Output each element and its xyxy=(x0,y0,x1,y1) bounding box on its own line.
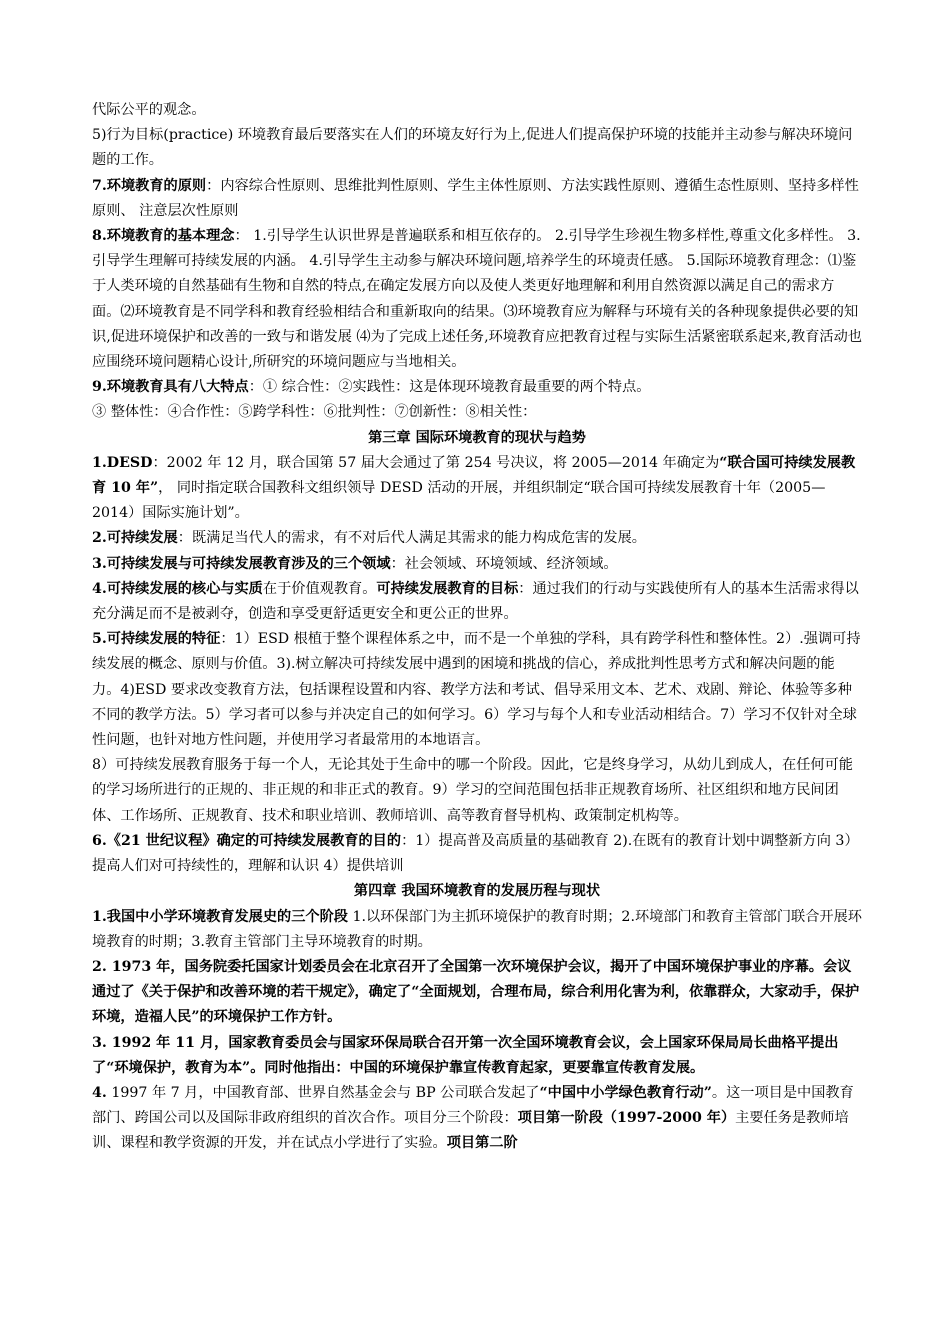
chapter-heading xyxy=(92,426,862,451)
paragraph xyxy=(92,552,862,577)
bold-text-run: 5.可持续发展的特征 xyxy=(92,631,221,648)
text-run: 1.以环保部门为主抓环境保护的教育时期；2.环境部门和教育主管部门联合开展环境教育的时期；3.教育主管部门主导环境教育的时期。 xyxy=(92,908,862,950)
paragraph xyxy=(92,753,862,829)
document-body xyxy=(92,98,862,1157)
bold-text-run: 项目第二阶 xyxy=(446,1135,518,1152)
text-run: 主要任务是教师培训、课程和教学资源的开发，并在试点小学进行了实验。 xyxy=(92,1110,849,1152)
bold-text-run: 4. xyxy=(92,1084,107,1101)
text-run: ：2002 年 12 月，联合国第 57 届大会通过了第 254 号决议，将 2005—2014 年确定为 xyxy=(152,454,720,471)
paragraph xyxy=(92,905,862,955)
bold-text-run: 4.可持续发展的核心与实质 xyxy=(92,580,263,597)
text-run: ：① 综合性：②实践性：这是体现环境教育最重要的两个特点。 xyxy=(248,379,651,396)
paragraph xyxy=(92,224,862,375)
text-run: ：1）提高普及高质量的基础教育 2).在既有的教育计划中调整新方向 3）提高人们对可持续性的，理解和认识 4）提供培训 xyxy=(92,832,859,875)
bold-text-run: “联合国可持续发展教育 10 年” xyxy=(92,454,856,497)
paragraph xyxy=(92,375,862,400)
bold-text-run: 2. 1973 年，国务院委托国家计划委员会在北京召开了全国第一次环境保护会议，揭开了中国环境保护事业的序幕。会议通过了《关于保护和改善环境的若干规定》，确定了“全面规划，合理布局，综合利用化害为利，依靠群众，大家动手，保护环境，造福人民”的环境保护工作方针。 xyxy=(92,958,860,1026)
paragraph xyxy=(92,627,862,753)
paragraph xyxy=(92,1081,862,1157)
bold-text-run: 3. 1992 年 11 月，国家教育委员会与国家环保局联合召开第一次全国环境教育会议，会上国家环保局局长曲格平提出了“环境保护，教育为本”。同时他指出：中国的环境保护靠宣传教育起家，更要靠宣传教育发展。 xyxy=(92,1034,839,1076)
paragraph xyxy=(92,1031,862,1081)
text-run: 。这一项目是中国教育部门、跨国公司以及国际非政府组织的首次合作。项目分三个阶段： xyxy=(92,1084,854,1127)
chapter-heading xyxy=(92,879,862,904)
text-run: ：通过我们的行动与实践使所有人的基本生活需求得以充分满足而不是被剥夺，创造和享受更舒适更安全和更公正的世界。 xyxy=(92,580,859,623)
bold-text-run: 9.环境教育具有八大特点 xyxy=(92,379,249,396)
bold-text-run: 2.可持续发展 xyxy=(92,530,178,547)
bold-text-run: 6.《21 世纪议程》确定的可持续发展教育的目的 xyxy=(92,832,402,849)
text-run: 5)行为目标(practice) 环境教育最后要落实在人们的环境友好行为上,促进人们提高保护环境的技能并主动参与解决环境问题的工作。 xyxy=(92,127,853,169)
text-run: ：1）ESD 根植于整个课程体系之中，而不是一个单独的学科，具有跨学科性和整体性。2）.强调可持续发展的概念、原则与价值。3).树立解决可持续发展中遇到的困境和挑战的信心，养成批判性思考方式和解决问题的能力。4)ESD 要求改变教育方法，包括课程设置和内容、教学方法和考试、倡导采用文本、艺术、戏剧、辩论、体验等多种不同的教学方法。5）学习者可以参与并决定自己的如何学习。6）学习与每个人和专业活动相结合。7）学习不仅针对全球性问题，也针对地方性问题，并使用学习者最常用的本地语言。 xyxy=(92,631,861,749)
paragraph xyxy=(92,400,862,425)
text-run: 8）可持续发展教育服务于每一个人，无论其处于生命中的哪一个阶段。因此，它是终身学习，从幼儿到成人，在任何可能的学习场所进行的正规的、非正规的和非正式的教育。9）学习的空间范围包括非正规教育场所、社区组织和地方民间团体、工作场所、正规教育、技术和职业培训、教师培训、高等教育督导机构、政策制定机构等。 xyxy=(92,757,853,824)
bold-text-run: “中国中小学绿色教育行动” xyxy=(539,1084,712,1101)
text-run: ： 1.引导学生认识世界是普遍联系和相互依存的。 2.引导学生珍视生物多样性,尊重文化多样性。 3.引导学生理解可持续发展的内涵。 4.引导学生主动参与解决环境问题,培养学生的环境责任感。 5.国际环境教育理念：⑴鉴于人类环境的自然基础有生物和自然的特点,在确定发展方向以及使人类更好地理解和利用自然资源以满足自己的需求方面。⑵环境教育是不同学科和教育经验相结合和重新取向的结果。⑶环境教育应为解释与环境有关的各种现象提供必要的知识,促进环境保护和改善的一致与和谐发展 ⑷为了完成上述任务,环境教育应把教育过程与实际生活紧密联系起来,教育活动也应围绕环境问题精心设计,所研究的环境问题应与当地相关。 xyxy=(92,228,862,371)
text-run: ：既满足当代人的需求，有不对后代人满足其需求的能力构成危害的发展。 xyxy=(177,530,646,547)
paragraph xyxy=(92,98,862,123)
text-run: ：内容综合性原则、思维批判性原则、学生主体性原则、方法实践性原则、遵循生态性原则、坚持多样性原则、 注意层次性原则 xyxy=(92,177,859,219)
paragraph xyxy=(92,526,862,551)
paragraph xyxy=(92,451,862,527)
paragraph xyxy=(92,123,862,173)
bold-text-run: 1.我国中小学环境教育发展史的三个阶段 xyxy=(92,908,348,925)
bold-text-run: 1.DESD xyxy=(92,454,153,471)
bold-text-run: 8.环境教育的基本理念 xyxy=(92,228,235,245)
text-run: ③ 整体性：④合作性：⑤跨学科性：⑥批判性：⑦创新性：⑧相关性： xyxy=(92,404,537,421)
bold-text-run: 可持续发展教育的目标 xyxy=(376,580,519,597)
text-run: 代际公平的观念。 xyxy=(92,102,206,118)
paragraph xyxy=(92,955,862,1031)
text-run: ， 同时指定联合国教科文组织领导 DESD 活动的开展，并组织制定“联合国可持续发展教育十年（2005—2014）国际实施计划”。 xyxy=(92,480,826,522)
bold-text-run: 第三章 国际环境教育的现状与趋势 xyxy=(368,429,586,446)
bold-text-run: 3.可持续发展与可持续发展教育涉及的三个领域 xyxy=(92,555,391,572)
text-run: 在于价值观教育。 xyxy=(262,580,377,597)
bold-text-run: 项目第一阶段（1997-2000 年） xyxy=(517,1110,736,1127)
bold-text-run: 第四章 我国环境教育的发展历程与现状 xyxy=(353,883,601,900)
text-run: 1997 年 7 月，中国教育部、世界自然基金会与 BP 公司联合发起了 xyxy=(106,1084,540,1101)
paragraph xyxy=(92,829,862,879)
text-run: ：社会领域、环境领域、经济领域。 xyxy=(390,555,618,572)
paragraph xyxy=(92,577,862,627)
paragraph xyxy=(92,174,862,224)
bold-text-run: 7.环境教育的原则 xyxy=(92,177,207,194)
